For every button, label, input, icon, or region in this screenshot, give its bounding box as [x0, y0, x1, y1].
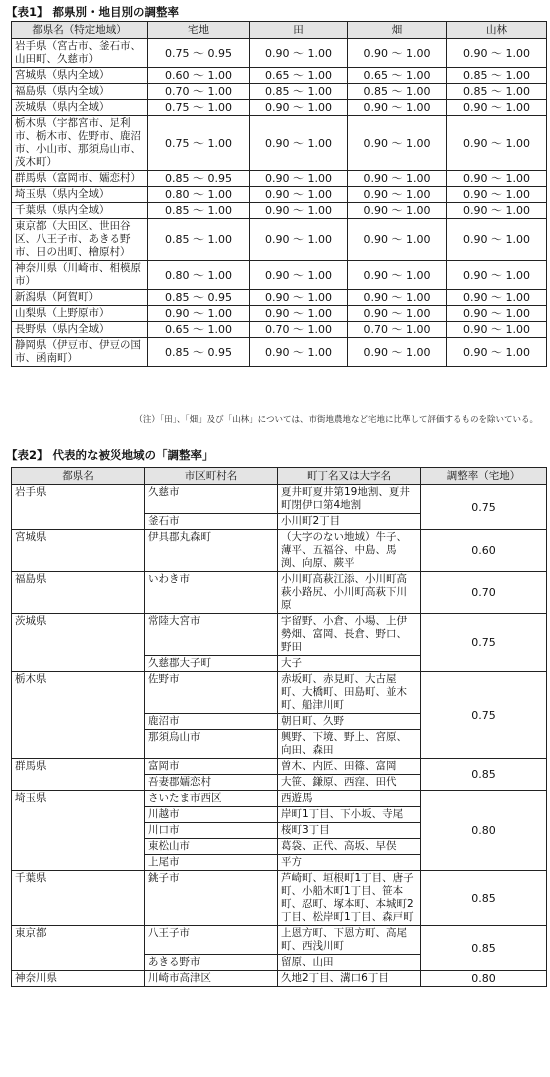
municipality-cell: 東松山市 — [145, 839, 278, 855]
rate-range-cell: 0.60 ～ 1.00 — [148, 68, 250, 84]
table2-row — [12, 971, 547, 987]
rate-range-cell: 0.85 ～ 1.00 — [447, 84, 547, 100]
table1-row — [12, 322, 547, 338]
rate-range-cell: 0.90 ～ 1.00 — [447, 290, 547, 306]
rate-range-cell: 0.90 ～ 1.00 — [250, 203, 348, 219]
table2-row — [12, 759, 547, 775]
adjustment-rate-cell: 0.85 — [421, 871, 547, 926]
municipality-cell: 鹿沼市 — [145, 714, 278, 730]
town-name-cell: 岸町1丁目、下小坂、寺尾 — [278, 807, 421, 823]
table1-row — [12, 84, 547, 100]
table1-header-cell: 山林 — [447, 22, 547, 39]
town-name-cell: 曽木、内匠、田篠、富岡 — [278, 759, 421, 775]
adjustment-rate-cell: 0.85 — [421, 759, 547, 791]
rate-range-cell: 0.90 ～ 1.00 — [447, 100, 547, 116]
prefecture-cell: 長野県（県内全域） — [12, 322, 148, 338]
town-name-cell: 平方 — [278, 855, 421, 871]
rate-range-cell: 0.70 ～ 1.00 — [148, 84, 250, 100]
prefecture-cell: 埼玉県（県内全域） — [12, 187, 148, 203]
rate-range-cell: 0.90 ～ 1.00 — [447, 338, 547, 367]
municipality-cell: 上尾市 — [145, 855, 278, 871]
table2-header-cell: 町丁名又は大字名 — [278, 468, 421, 485]
rate-range-cell: 0.80 ～ 1.00 — [148, 187, 250, 203]
table1-row — [12, 39, 547, 68]
municipality-cell: いわき市 — [145, 572, 278, 614]
rate-range-cell: 0.90 ～ 1.00 — [348, 219, 447, 261]
prefecture-cell: 栃木県（宇都宮市、足利市、栃木市、佐野市、鹿沼市、小山市、那須烏山市、茂木町） — [12, 116, 148, 171]
rate-range-cell: 0.85 ～ 1.00 — [148, 203, 250, 219]
town-name-cell: 大子 — [278, 656, 421, 672]
town-name-cell: 久地2丁目、溝口6丁目 — [278, 971, 421, 987]
rate-range-cell: 0.85 ～ 0.95 — [148, 290, 250, 306]
rate-range-cell: 0.85 ～ 1.00 — [348, 84, 447, 100]
adjustment-rate-cell: 0.75 — [421, 672, 547, 759]
table1-row — [12, 203, 547, 219]
adjustment-rate-cell: 0.80 — [421, 971, 547, 987]
prefecture-cell: 東京都 — [12, 926, 145, 971]
town-name-cell: 宇留野、小倉、小場、上伊勢畑、富岡、長倉、野口、野田 — [278, 614, 421, 656]
prefecture-cell: 神奈川県 — [12, 971, 145, 987]
rate-range-cell: 0.90 ～ 1.00 — [250, 290, 348, 306]
rate-range-cell: 0.85 ～ 1.00 — [250, 84, 348, 100]
table2-row — [12, 572, 547, 614]
rate-range-cell: 0.90 ～ 1.00 — [447, 116, 547, 171]
rate-range-cell: 0.85 ～ 1.00 — [447, 68, 547, 84]
rate-range-cell: 0.90 ～ 1.00 — [447, 306, 547, 322]
municipality-cell: 川口市 — [145, 823, 278, 839]
rate-range-cell: 0.90 ～ 1.00 — [348, 116, 447, 171]
rate-range-cell: 0.90 ～ 1.00 — [250, 219, 348, 261]
table2-title: 【表2】 代表的な被災地域の「調整率」 — [6, 448, 214, 462]
municipality-cell: 八王子市 — [145, 926, 278, 955]
rate-range-cell: 0.90 ～ 1.00 — [447, 203, 547, 219]
town-name-cell: 大笹、鎌原、西窪、田代 — [278, 775, 421, 791]
rate-range-cell: 0.90 ～ 1.00 — [250, 39, 348, 68]
rate-range-cell: 0.90 ～ 1.00 — [250, 338, 348, 367]
rate-range-cell: 0.90 ～ 1.00 — [447, 322, 547, 338]
prefecture-cell: 福島県 — [12, 572, 145, 614]
prefecture-cell: 岩手県（宮古市、釜石市、山田町、久慈市） — [12, 39, 148, 68]
rate-range-cell: 0.90 ～ 1.00 — [250, 171, 348, 187]
rate-range-cell: 0.90 ～ 1.00 — [447, 261, 547, 290]
adjustment-rate-cell: 0.80 — [421, 791, 547, 871]
table2-row — [12, 672, 547, 714]
municipality-cell: 久慈郡大子町 — [145, 656, 278, 672]
municipality-cell: 川越市 — [145, 807, 278, 823]
adjustment-rate-cell: 0.60 — [421, 530, 547, 572]
rate-range-cell: 0.90 ～ 1.00 — [348, 261, 447, 290]
rate-range-cell: 0.90 ～ 1.00 — [348, 39, 447, 68]
table1-title: 【表1】 都県別・地目別の調整率 — [6, 5, 180, 19]
municipality-cell: 久慈市 — [145, 485, 278, 514]
table1-row — [12, 68, 547, 84]
table2-row — [12, 871, 547, 926]
rate-range-cell: 0.90 ～ 1.00 — [447, 219, 547, 261]
prefecture-cell: 山梨県（上野原市） — [12, 306, 148, 322]
rate-range-cell: 0.80 ～ 1.00 — [148, 261, 250, 290]
rate-range-cell: 0.85 ～ 0.95 — [148, 171, 250, 187]
rate-range-cell: 0.85 ～ 1.00 — [148, 219, 250, 261]
prefecture-cell: 栃木県 — [12, 672, 145, 759]
town-name-cell: 西遊馬 — [278, 791, 421, 807]
adjustment-rate-cell: 0.70 — [421, 572, 547, 614]
table1-row — [12, 219, 547, 261]
rate-range-cell: 0.90 ～ 1.00 — [250, 100, 348, 116]
table2-row — [12, 485, 547, 514]
rate-range-cell: 0.65 ～ 1.00 — [250, 68, 348, 84]
table1-header-cell: 畑 — [348, 22, 447, 39]
town-name-cell: 赤坂町、赤見町、大古屋町、大橋町、田島町、並木町、船津川町 — [278, 672, 421, 714]
adjustment-rate-table-by-prefecture — [11, 21, 547, 367]
town-name-cell: 芦崎町、垣根町1丁目、唐子町、小船木町1丁目、笹本町、忍町、塚本町、本城町2丁目、松岸町1丁目、森戸町 — [278, 871, 421, 926]
adjustment-rate-cell: 0.75 — [421, 614, 547, 672]
prefecture-cell: 千葉県（県内全域） — [12, 203, 148, 219]
town-name-cell: 小川町2丁目 — [278, 514, 421, 530]
municipality-cell: 釜石市 — [145, 514, 278, 530]
rate-range-cell: 0.90 ～ 1.00 — [348, 203, 447, 219]
table2-row — [12, 530, 547, 572]
town-name-cell: 夏井町夏井第19地割、夏井町閉伊口第4地割 — [278, 485, 421, 514]
rate-range-cell: 0.90 ～ 1.00 — [250, 261, 348, 290]
disaster-area-adjustment-rate-table — [11, 467, 547, 987]
table2-row — [12, 791, 547, 807]
prefecture-cell: 埼玉県 — [12, 791, 145, 871]
table1-row — [12, 306, 547, 322]
table2-header-cell: 調整率（宅地） — [421, 468, 547, 485]
table2-row — [12, 614, 547, 656]
table2-header-cell: 市区町村名 — [145, 468, 278, 485]
prefecture-cell: 茨城県（県内全域） — [12, 100, 148, 116]
rate-range-cell: 0.90 ～ 1.00 — [348, 306, 447, 322]
prefecture-cell: 宮城県 — [12, 530, 145, 572]
rate-range-cell: 0.90 ～ 1.00 — [447, 171, 547, 187]
rate-range-cell: 0.90 ～ 1.00 — [348, 338, 447, 367]
municipality-cell: 常陸大宮市 — [145, 614, 278, 656]
prefecture-cell: 神奈川県（川崎市、相模原市） — [12, 261, 148, 290]
town-name-cell: 朝日町、久野 — [278, 714, 421, 730]
table1-header-cell: 都県名（特定地域） — [12, 22, 148, 39]
table2-row — [12, 926, 547, 955]
prefecture-cell: 福島県（県内全域） — [12, 84, 148, 100]
rate-range-cell: 0.90 ～ 1.00 — [250, 306, 348, 322]
rate-range-cell: 0.90 ～ 1.00 — [348, 171, 447, 187]
rate-range-cell: 0.70 ～ 1.00 — [348, 322, 447, 338]
town-name-cell: （大字のない地域）牛子、薄平、五福谷、中島、馬渕、向原、蕨平 — [278, 530, 421, 572]
prefecture-cell: 岩手県 — [12, 485, 145, 530]
table1-row — [12, 116, 547, 171]
municipality-cell: 川崎市高津区 — [145, 971, 278, 987]
adjustment-rate-cell: 0.85 — [421, 926, 547, 971]
municipality-cell: あきる野市 — [145, 955, 278, 971]
table1-row — [12, 100, 547, 116]
table2-header-cell: 都県名 — [12, 468, 145, 485]
prefecture-cell: 東京都（大田区、世田谷区、八王子市、あきる野市、日の出町、檜原村） — [12, 219, 148, 261]
table1-row — [12, 338, 547, 367]
town-name-cell: 小川町高萩江添、小川町高萩小路尻、小川町高萩下川原 — [278, 572, 421, 614]
town-name-cell: 桜町3丁目 — [278, 823, 421, 839]
rate-range-cell: 0.75 ～ 1.00 — [148, 116, 250, 171]
table1-row — [12, 187, 547, 203]
prefecture-cell: 千葉県 — [12, 871, 145, 926]
table1-row — [12, 171, 547, 187]
rate-range-cell: 0.85 ～ 0.95 — [148, 338, 250, 367]
rate-range-cell: 0.90 ～ 1.00 — [447, 39, 547, 68]
rate-range-cell: 0.90 ～ 1.00 — [348, 187, 447, 203]
rate-range-cell: 0.65 ～ 1.00 — [148, 322, 250, 338]
table1-header-cell: 田 — [250, 22, 348, 39]
municipality-cell: さいたま市西区 — [145, 791, 278, 807]
rate-range-cell: 0.90 ～ 1.00 — [148, 306, 250, 322]
prefecture-cell: 茨城県 — [12, 614, 145, 672]
table1-row — [12, 261, 547, 290]
rate-range-cell: 0.65 ～ 1.00 — [348, 68, 447, 84]
town-name-cell: 興野、下境、野上、宮原、向田、森田 — [278, 730, 421, 759]
rate-range-cell: 0.90 ～ 1.00 — [348, 100, 447, 116]
table1-row — [12, 290, 547, 306]
prefecture-cell: 群馬県 — [12, 759, 145, 791]
municipality-cell: 伊具郡丸森町 — [145, 530, 278, 572]
table1-header-cell: 宅地 — [148, 22, 250, 39]
rate-range-cell: 0.75 ～ 0.95 — [148, 39, 250, 68]
rate-range-cell: 0.90 ～ 1.00 — [250, 116, 348, 171]
rate-range-cell: 0.70 ～ 1.00 — [250, 322, 348, 338]
rate-range-cell: 0.90 ～ 1.00 — [447, 187, 547, 203]
table1-note: （注）「田」、「畑」及び「山林」については、市街地農地など宅地に比準して評価するものを除いている。 — [134, 415, 538, 425]
rate-range-cell: 0.75 ～ 1.00 — [148, 100, 250, 116]
prefecture-cell: 宮城県（県内全域） — [12, 68, 148, 84]
municipality-cell: 佐野市 — [145, 672, 278, 714]
municipality-cell: 富岡市 — [145, 759, 278, 775]
municipality-cell: 吾妻郡嬬恋村 — [145, 775, 278, 791]
rate-range-cell: 0.90 ～ 1.00 — [348, 290, 447, 306]
town-name-cell: 留原、山田 — [278, 955, 421, 971]
municipality-cell: 銚子市 — [145, 871, 278, 926]
town-name-cell: 葛袋、正代、高坂、早俣 — [278, 839, 421, 855]
town-name-cell: 上恩方町、下恩方町、高尾町、西浅川町 — [278, 926, 421, 955]
prefecture-cell: 静岡県（伊豆市、伊豆の国市、函南町） — [12, 338, 148, 367]
rate-range-cell: 0.90 ～ 1.00 — [250, 187, 348, 203]
prefecture-cell: 群馬県（富岡市、嬬恋村） — [12, 171, 148, 187]
municipality-cell: 那須烏山市 — [145, 730, 278, 759]
prefecture-cell: 新潟県（阿賀町） — [12, 290, 148, 306]
adjustment-rate-cell: 0.75 — [421, 485, 547, 530]
